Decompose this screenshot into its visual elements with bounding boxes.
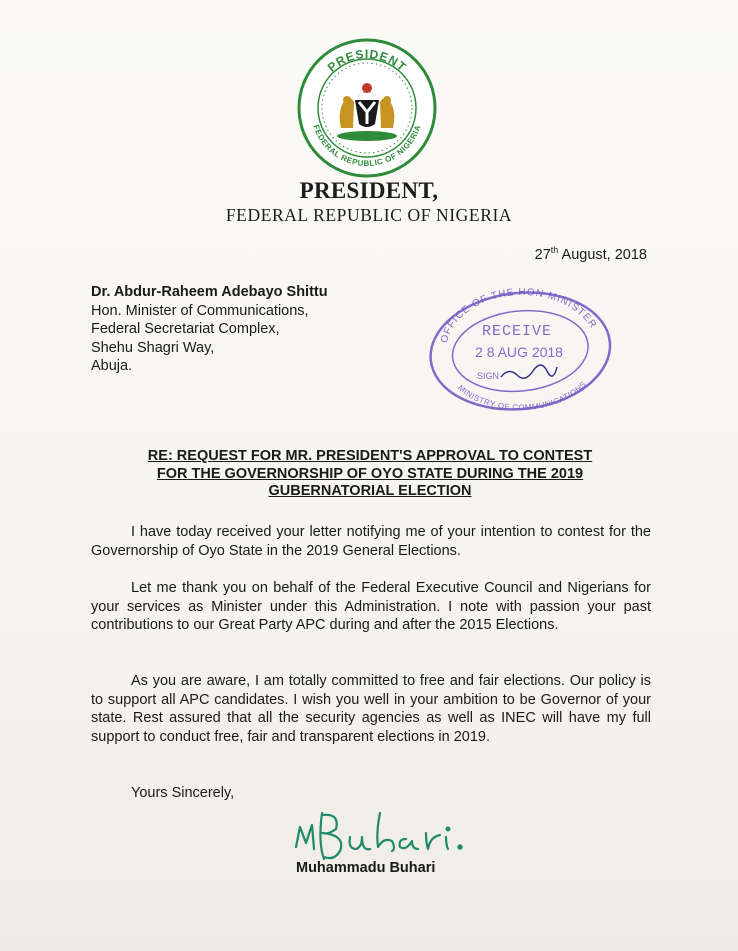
date-day: 27 [534,246,551,263]
seal-top-text: PRESIDENT [324,46,410,75]
paragraph-text: As you are aware, I am totally committed to free and fair elections. Our policy is to support all APC candidates. I wish you well in your ambition to be Governor of your state. Rest assured that all the security agencies as well as INEC will have my full support to conduct free, fair and transparent elections in 2019. [91,673,651,745]
subject-heading [100,448,640,501]
seal-bottom-text: FEDERAL REPUBLIC OF NIGERIA [311,123,423,169]
signatory-name: Muhammadu Buhari [296,860,436,876]
stamp-sign-text: SIGN [477,371,500,381]
date-suffix: th [550,245,559,255]
paragraph-text: I have today received your letter notifying me of your intention to contest for the Governorship of Oyo State in the 2019 General Elections. [91,524,651,559]
subject-line: GUBERNATORIAL ELECTION [268,483,472,499]
letterhead-subtitle: FEDERAL REPUBLIC OF NIGERIA [225,205,513,225]
stamp-bottom-text: MINISTRY OF COMMUNICATIONS [456,379,589,413]
addressee-block [91,283,328,376]
letterhead-title: PRESIDENT, [299,178,439,203]
presidential-seal [297,38,437,178]
addressee-line: Federal Secretariat Complex, [91,321,280,337]
addressee-line: Hon. Minister of Communications, [91,302,309,319]
addressee-line: Shehu Shagri Way, [91,339,215,356]
subject-line: RE: REQUEST FOR MR. PRESIDENT'S APPROVAL TO CONTEST [147,448,593,464]
subject-line: FOR THE GOVERNORSHIP OF OYO STATE DURING THE 2019 [156,465,584,482]
addressee-line: Abuja. [91,358,133,374]
stamp-received-text: RECEIVE [481,323,553,340]
stamp-date-text: 2 8 AUG 2018 [475,344,563,360]
letter-date [535,245,647,263]
closing-salutation: Yours Sincerely, [131,785,235,801]
body-paragraph-3 [91,672,651,746]
stamp-signature-scribble [501,365,557,378]
body-paragraph-1 [91,523,651,560]
stamp-top-text: OFFICE OF THE HON MINISTER [439,286,599,345]
received-stamp [425,283,615,413]
date-rest: August, 2018 [558,246,647,263]
paragraph-text: Let me thank you on behalf of the Federal Executive Council and Nigerians for your services as Minister under this Administration. I note with passion your past contributions to our Great Party APC during and after the 2015 Elections. [91,580,651,633]
addressee-name: Dr. Abdur-Raheem Adebayo Shittu [91,284,328,300]
body-paragraph-2 [91,579,651,635]
